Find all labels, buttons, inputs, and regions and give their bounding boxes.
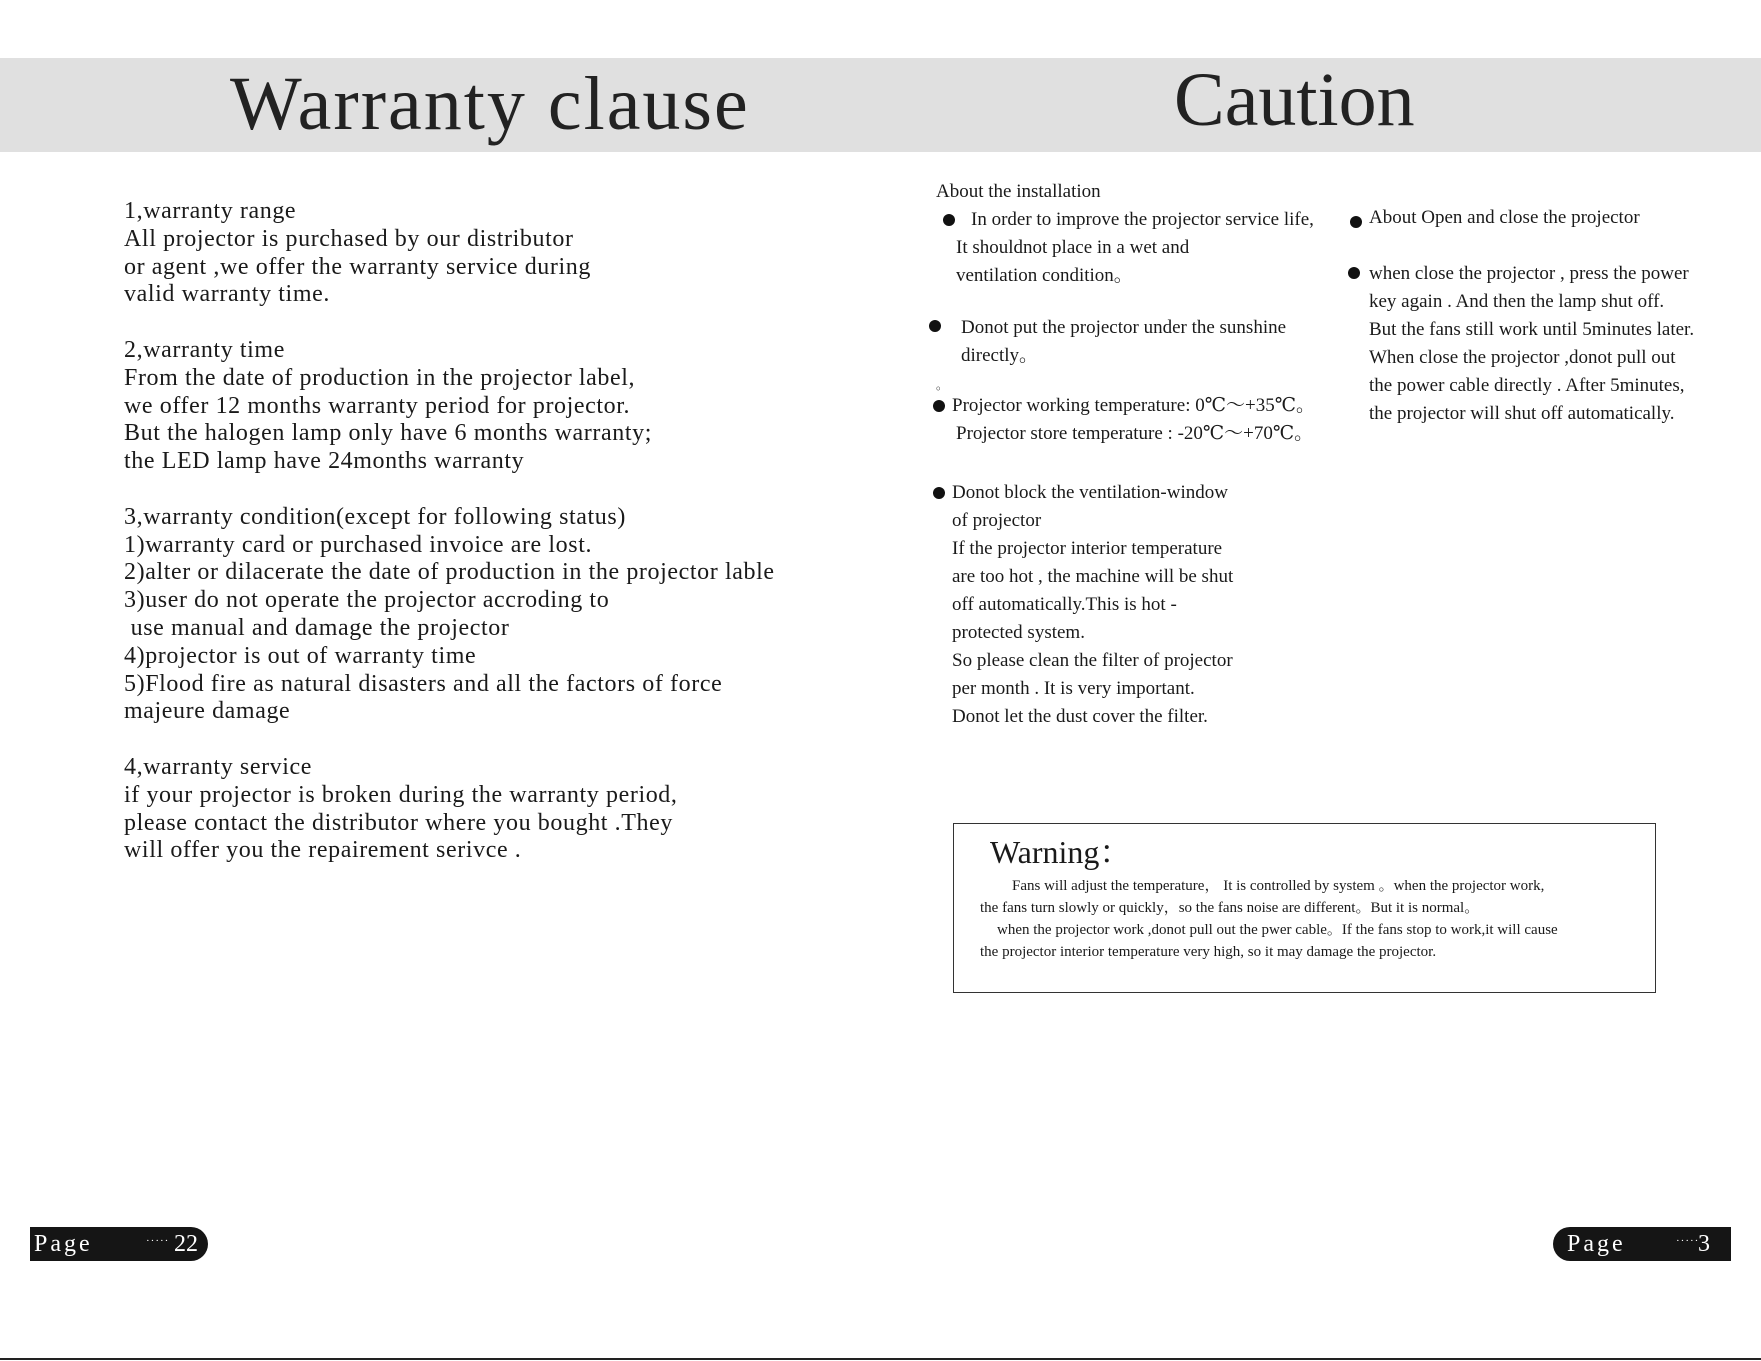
caution-line: are too hot , the machine will be shut <box>952 566 1234 587</box>
stray-mark: 。 <box>936 378 949 392</box>
caution-line: Donot put the projector under the sunshine <box>961 317 1287 338</box>
page-label: Page <box>1567 1231 1626 1257</box>
bullet-icon <box>929 320 941 332</box>
warning-line: when the projector work ,donot pull out the pwer cable。If the fans stop to work,it will cause <box>997 922 1558 938</box>
caution-line: ventilation condition。 <box>956 265 1133 286</box>
warranty-line: majeure damage <box>124 698 291 725</box>
warranty-line: use manual and damage the projector <box>124 614 510 641</box>
warranty-line: 3)user do not operate the projector accroding to <box>124 587 610 614</box>
paragraph-gap <box>124 726 844 754</box>
page-number-tab-right <box>1553 1227 1731 1261</box>
open-close-line: But the fans still work until 5minutes later. <box>1369 319 1695 340</box>
warranty-line: 4)projector is out of warranty time <box>124 642 477 669</box>
warranty-line: will offer you the repairement serivce . <box>124 837 522 864</box>
warranty-line: we offer 12 months warranty period for projector. <box>124 392 631 419</box>
caution-line: Projector store temperature : -20℃～+70℃。 <box>956 423 1314 444</box>
caution-line: In order to improve the projector service life, <box>971 209 1314 230</box>
warranty-line: if your projector is broken during the warranty period, <box>124 781 678 808</box>
warranty-line: please contact the distributor where you bought .They <box>124 809 673 836</box>
warranty-title: Warranty clause <box>230 62 750 146</box>
bullet-icon <box>933 400 945 412</box>
warranty-line: valid warranty time. <box>124 281 330 308</box>
caution-line: protected system. <box>952 622 1085 643</box>
warranty-line: But the halogen lamp only have 6 months warranty; <box>124 420 652 447</box>
warning-line: the fans turn slowly or quickly，so the fans noise are different。But it is normal。 <box>980 900 1480 916</box>
caution-line: directly。 <box>961 345 1039 366</box>
bullet-icon <box>1350 216 1362 228</box>
bullet-icon <box>1348 267 1360 279</box>
warranty-line: 1)warranty card or purchased invoice are lost. <box>124 531 593 558</box>
warranty-text <box>124 198 844 865</box>
open-close-line: the power cable directly . After 5minutes, <box>1369 375 1685 396</box>
caution-line: Donot let the dust cover the filter. <box>952 706 1208 727</box>
open-close-heading: About Open and close the projector <box>1369 207 1640 228</box>
caution-line: If the projector interior temperature <box>952 538 1223 559</box>
page-number-tab-left <box>30 1227 208 1261</box>
warranty-line: 5)Flood fire as natural disasters and all the factors of force <box>124 670 723 697</box>
warning-box <box>953 823 1656 993</box>
warranty-line: 3,warranty condition(except for following status) <box>124 503 626 530</box>
open-close-line: the projector will shut off automatically. <box>1369 403 1675 424</box>
bullet-icon <box>943 214 955 226</box>
page-number: 3 <box>1698 1231 1710 1257</box>
page-dots: ····· <box>146 1235 170 1247</box>
warranty-line: 2,warranty time <box>124 336 285 363</box>
warranty-line: or agent ,we offer the warranty service during <box>124 253 591 280</box>
caution-line: of projector <box>952 510 1042 531</box>
warranty-line: the LED lamp have 24months warranty <box>124 448 525 475</box>
open-close-line: key again . And then the lamp shut off. <box>1369 291 1665 312</box>
bullet-icon <box>933 487 945 499</box>
page-dots: ····· <box>1676 1235 1700 1247</box>
open-close-line: when close the projector , press the power <box>1369 263 1689 284</box>
bottom-rule <box>0 1358 1761 1360</box>
caution-line: off automatically.This is hot - <box>952 594 1177 615</box>
caution-line: Projector working temperature: 0℃～+35℃。 <box>952 395 1315 416</box>
caution-line: Donot block the ventilation-window <box>952 482 1228 503</box>
installation-heading: About the installation <box>936 181 1101 202</box>
caution-title: Caution <box>1174 58 1415 142</box>
warning-title: Warning： <box>990 834 1132 870</box>
warning-line: the projector interior temperature very high, so it may damage the projector. <box>980 944 1437 960</box>
caution-line: per month . It is very important. <box>952 678 1195 699</box>
open-close-line: When close the projector ,donot pull out <box>1369 347 1676 368</box>
caution-line: So please clean the filter of projector <box>952 650 1233 671</box>
page-label: Page <box>34 1231 93 1257</box>
warranty-line: 2)alter or dilacerate the date of production in the projector lable <box>124 559 775 586</box>
page-number: 22 <box>174 1231 198 1257</box>
paragraph-gap <box>124 309 844 337</box>
caution-line: It shouldnot place in a wet and <box>956 237 1190 258</box>
warning-line: Fans will adjust the temperature， It is controlled by system 。when the projector work, <box>1012 878 1545 894</box>
warranty-line: 4,warranty service <box>124 753 313 780</box>
paragraph-gap <box>124 476 844 504</box>
warranty-line: All projector is purchased by our distributor <box>124 225 574 252</box>
warranty-line: 1,warranty range <box>124 198 297 224</box>
warranty-line: From the date of production in the projector label, <box>124 364 636 391</box>
